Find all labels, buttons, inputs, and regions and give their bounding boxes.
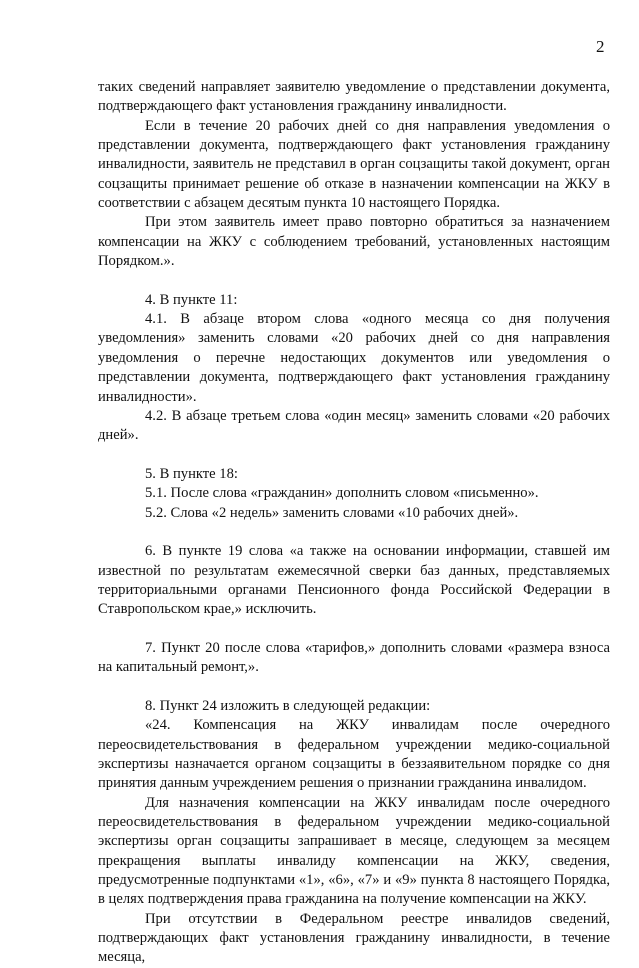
section-heading-5: 5. В пункте 18: xyxy=(145,465,238,482)
section-heading-4: 4. В пункте 11: xyxy=(145,291,238,308)
document-body xyxy=(98,78,610,968)
section-7: 7. Пункт 20 после слова «тарифов,» дополнить словами «размера взноса на капитальный ремонт,». xyxy=(98,639,610,676)
paragraph: Если в течение 20 рабочих дней со дня направления уведомления о представлении документа, подтверждающего факт установления гражданину инвалидности, заявитель не представил в орган соцзащиты такой документ, орган соцзащиты принимает решение об отказе в назначении компенсации на ЖКУ в соответствии с абзацем десятым пункта 10 настоящего Порядка. xyxy=(98,117,610,212)
paragraph: 5.2. Слова «2 недель» заменить словами «10 рабочих дней». xyxy=(145,504,519,521)
section-heading-8: 8. Пункт 24 изложить в следующей редакции: xyxy=(145,698,431,714)
section-6: 6. В пункте 19 слова «а также на основании информации, ставшей им известной по результатам ежемесячной сверки баз данных, представляемых территориальными органами Пенсионного фонда Российской Федерации в Ставропольском крае,» исключить. xyxy=(98,543,610,618)
paragraph: 4.1. В абзаце втором слова «одного месяца со дня получения уведомления» заменить словами «20 рабочих дней со дня направления уведомления о перечне недостающих документов или уведомления о представлении документа, подтверждающего факт установления гражданину инвалидности». xyxy=(98,311,610,405)
paragraph: 5.1. После слова «гражданин» дополнить словом «письменно». xyxy=(145,485,539,502)
paragraph: Для назначения компенсации на ЖКУ инвалидам после очередного переосвидетельствования в федеральном учреждении медико-социальной экспертизы орган соцзащиты запрашивает в месяце, следующем за месяцем прекращения выплаты инвалиду компенсации на ЖКУ, сведения, предусмотренные подпунктами «1», «6», «7» и «9» пункта 8 настоящего Порядка, в целях подтверждения права гражданина на получение компенсации на ЖКУ. xyxy=(98,794,610,908)
paragraph: «24. Компенсация на ЖКУ инвалидам после очередного переосвидетельствования в федеральном учреждении медико-социальной экспертизы назначается органом соцзащиты в беззаявительном порядке со дня принятия данным учреждением решения о признании гражданина инвалидом. xyxy=(98,717,610,792)
paragraph: При отсутствии в Федеральном реестре инвалидов сведений, подтверждающих факт установления гражданину инвалидности, в течение месяца, xyxy=(98,910,610,966)
paragraph-continuation: таких сведений направляет заявителю уведомление о представлении документа, подтверждающего факт установления гражданину инвалидности. xyxy=(98,79,610,115)
page-number: 2 xyxy=(596,37,605,56)
paragraph: При этом заявитель имеет право повторно обратиться за назначением компенсации на ЖКУ с соблюдением требований, установленных настоящим Порядком.». xyxy=(98,214,610,270)
paragraph: 4.2. В абзаце третьем слова «один месяц» заменить словами «20 рабочих дней». xyxy=(98,407,610,444)
